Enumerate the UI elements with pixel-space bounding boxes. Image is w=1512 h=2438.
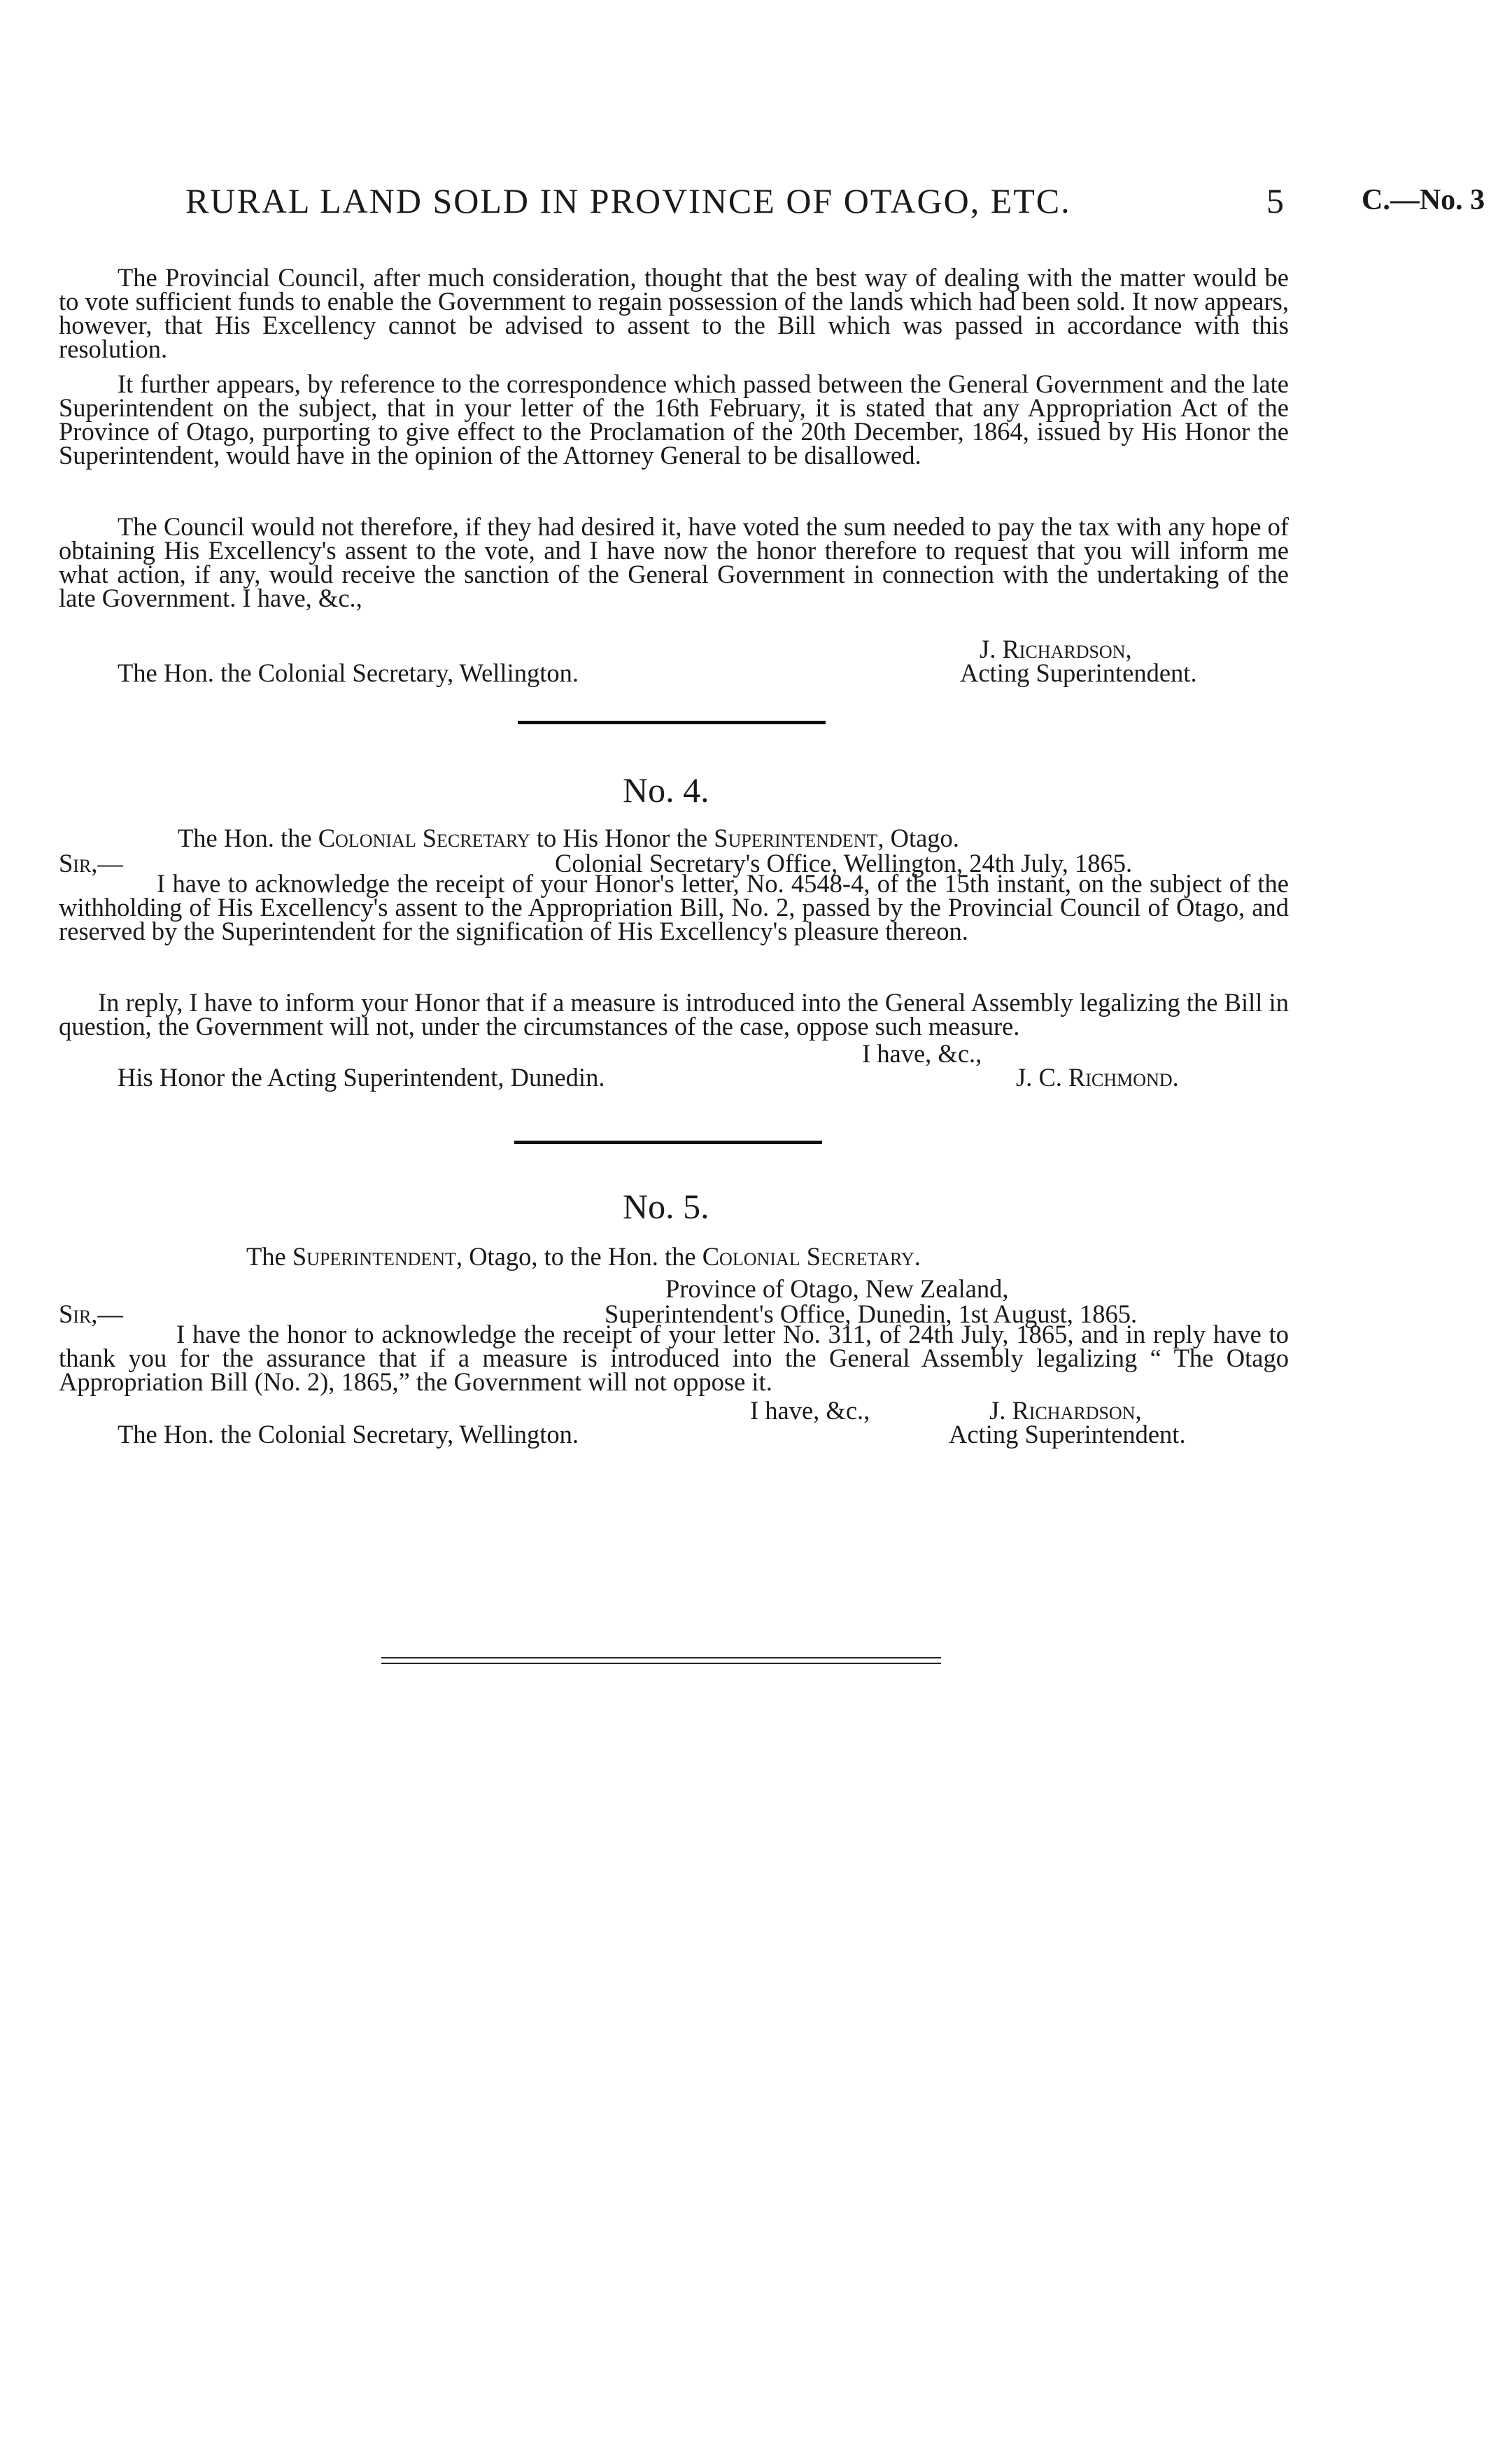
letter4-signature-name: J. C. Richmond. <box>1016 1063 1179 1092</box>
letter5-closing: I have, &c., <box>750 1396 870 1425</box>
letter5-heading: No. 5. <box>623 1187 709 1226</box>
letter5-signature-name: J. Richardson, <box>989 1396 1142 1425</box>
letter3-addressee: The Hon. the Colonial Secretary, Wellington. <box>118 658 579 687</box>
letter4-dateline: Colonial Secretary's Office, Wellington, 24th July, 1865. <box>555 849 1133 878</box>
letter5-addressee: The Hon. the Colonial Secretary, Wellington. <box>118 1420 579 1449</box>
letter3-paragraph-1: The Provincial Council, after much consideration, thought that the best way of dealing with the matter would be to vote sufficient funds to enable the Government to regain possession of the lands which had been sold. It now appears, however, that His Excellency cannot be advised to assent to the Bill which was passed in accordance with this resolution. <box>59 263 1289 363</box>
letter3-signature-name: J. Richardson, <box>980 635 1132 663</box>
letter5-address: Province of Otago, New Zealand, <box>665 1274 1009 1303</box>
letter4-paragraph-2: In reply, I have to inform your Honor that if a measure is introduced into the General Assembly legalizing the Bill in question, the Government will not, under the circumstances of the case, oppose such measure. <box>59 988 1289 1041</box>
letter5-salutation: Sir,— <box>59 1299 123 1328</box>
letter3-paragraph-3: The Council would not therefore, if they had desired it, have voted the sum needed to pay the tax with any hope of obtaining His Excellency's assent to the vote, and I have now the honor therefore to request that you will inform me what action, if any, would receive the sanction of the General Government in connection with the undertaking of the late Government. I have, &c., <box>59 512 1289 612</box>
letter3-paragraph-2: It further appears, by reference to the correspondence which passed between the General Government and the late Superintendent on the subject, that in your letter of the 16th February, it is stated that any Appropriation Act of the Province of Otago, purporting to give effect to the Proclamation of the 20th December, 1864, issued by His Honor the Superintendent, would have in the opinion of the Attorney General to be disallowed. <box>59 369 1289 470</box>
letter4-salutation: Sir,— <box>59 849 123 878</box>
letter5-paragraph: I have the honor to acknowledge the receipt of your letter No. 311, of 24th July, 1865, and in reply have to thank you for the assurance that if a measure is introduced into the General Assembly legalizing “ The Otago Appropriation Bill (No. 2), 1865,” the Government will not oppose it. <box>59 1320 1289 1396</box>
end-rule <box>381 1657 941 1664</box>
letter4-closing: I have, &c., <box>862 1039 982 1068</box>
page-number: 5 <box>1266 181 1284 220</box>
letter5-signature-title: Acting Superintendent. <box>949 1420 1186 1449</box>
letter4-from-to: The Hon. the Colonial Secretary to His Honor the Superintendent, Otago. <box>178 824 959 852</box>
section-divider <box>514 1141 822 1144</box>
letter4-addressee: His Honor the Acting Superintendent, Dunedin. <box>118 1063 605 1092</box>
page-title: RURAL LAND SOLD IN PROVINCE OF OTAGO, ETC. <box>185 181 1071 220</box>
letter5-from-to: The Superintendent, Otago, to the Hon. the Colonial Secretary. <box>246 1242 921 1271</box>
document-reference: C.—No. 3 <box>1362 184 1485 216</box>
letter4-paragraph-1: I have to acknowledge the receipt of your Honor's letter, No. 4548-4, of the 15th instant, on the subject of the withholding of His Excellency's assent to the Appropriation Bill, No. 2, passed by the Provincial Council of Otago, and reserved by the Superintendent for the signification of His Excellency's pleasure thereon. <box>59 869 1289 945</box>
section-divider <box>518 721 826 724</box>
letter3-signature-title: Acting Superintendent. <box>960 658 1197 687</box>
letter4-heading: No. 4. <box>623 770 709 810</box>
letter5-dateline: Superintendent's Office, Dunedin, 1st August, 1865. <box>605 1299 1138 1328</box>
